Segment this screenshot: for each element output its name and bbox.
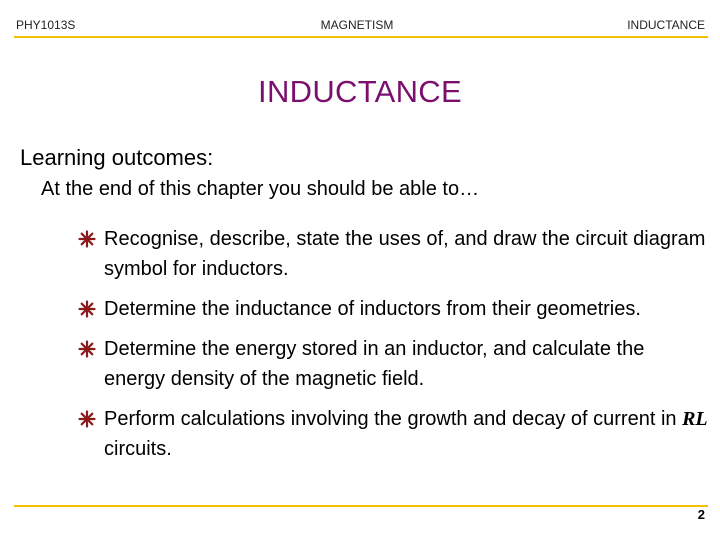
outcome-text: Recognise, describe, state the uses of, and draw the circuit diagram symbol for inductors. bbox=[104, 228, 706, 280]
page-number: 2 bbox=[697, 507, 705, 522]
outcome-text: Determine the energy stored in an inductor, and calculate the energy density of the magnetic field. bbox=[104, 338, 645, 390]
outcome-text: Determine the inductance of inductors from their geometries. bbox=[104, 298, 641, 320]
learning-outcomes-heading: Learning outcomes: bbox=[20, 145, 214, 170]
asterisk-bullet-icon bbox=[78, 230, 96, 248]
outcome-text-part: circuits. bbox=[104, 438, 172, 460]
header-course-code: PHY1013S bbox=[16, 18, 76, 32]
asterisk-bullet-icon bbox=[78, 300, 96, 318]
asterisk-bullet-icon bbox=[78, 340, 96, 358]
intro-text: At the end of this chapter you should be able to… bbox=[41, 178, 480, 200]
header-section: INDUCTANCE bbox=[627, 18, 705, 32]
outcome-text bbox=[104, 408, 708, 460]
header-topic: MAGNETISM bbox=[320, 18, 394, 32]
outcome-text-part: Perform calculations involving the growth and decay of current in bbox=[104, 408, 683, 430]
header-divider bbox=[14, 36, 708, 38]
outcome-item bbox=[78, 404, 708, 464]
outcome-item bbox=[78, 294, 708, 324]
outcome-item bbox=[78, 224, 708, 284]
outcome-item bbox=[78, 334, 708, 394]
outcomes-list bbox=[78, 224, 708, 464]
rl-circuit-term: RL bbox=[682, 408, 708, 430]
footer-divider bbox=[14, 505, 708, 507]
asterisk-bullet-icon bbox=[78, 410, 96, 428]
slide-title: INDUCTANCE bbox=[258, 74, 462, 109]
